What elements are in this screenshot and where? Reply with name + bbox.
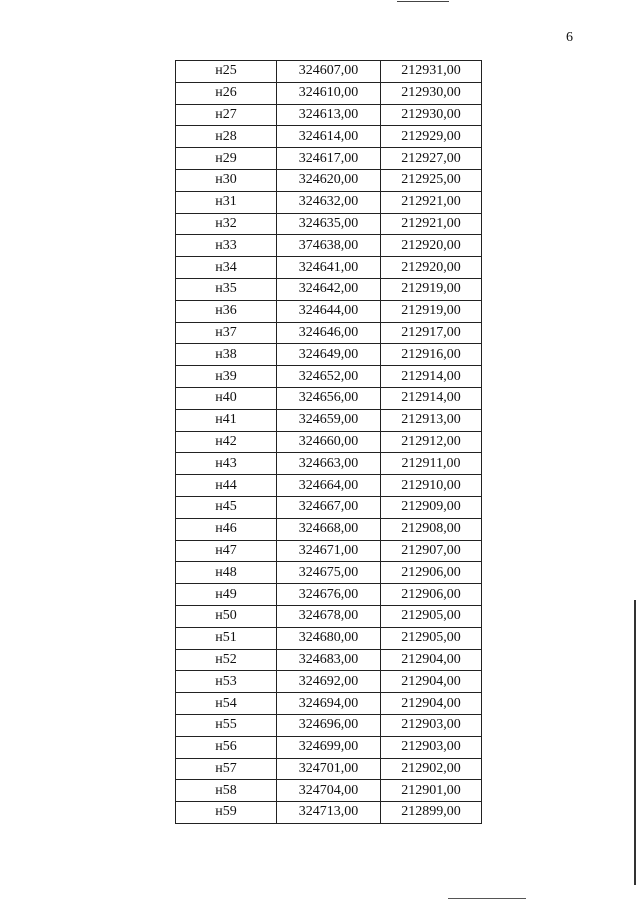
table-row [176,540,482,562]
bottom-rule [448,898,526,899]
y-coordinate-cell: 212914,00 [381,387,482,409]
table-row [176,518,482,540]
x-coordinate-cell: 324632,00 [277,191,381,213]
y-coordinate-cell: 212909,00 [381,496,482,518]
table-row [176,387,482,409]
x-coordinate-cell: 324663,00 [277,453,381,475]
point-number-cell: н25 [176,61,277,83]
y-coordinate-cell: 212903,00 [381,736,482,758]
y-coordinate-cell: 212929,00 [381,126,482,148]
x-coordinate-cell: 324692,00 [277,671,381,693]
y-coordinate-cell: 212901,00 [381,780,482,802]
table-row [176,191,482,213]
x-coordinate-cell: 324607,00 [277,61,381,83]
x-coordinate-cell: 324664,00 [277,475,381,497]
point-number-cell: н46 [176,518,277,540]
table-row [176,758,482,780]
x-coordinate-cell: 324696,00 [277,714,381,736]
y-coordinate-cell: 212904,00 [381,671,482,693]
x-coordinate-cell: 324644,00 [277,300,381,322]
y-coordinate-cell: 212925,00 [381,169,482,191]
y-coordinate-cell: 212913,00 [381,409,482,431]
x-coordinate-cell: 324699,00 [277,736,381,758]
point-number-cell: н52 [176,649,277,671]
table-row [176,82,482,104]
page-number: 6 [566,30,573,45]
y-coordinate-cell: 212911,00 [381,453,482,475]
y-coordinate-cell: 212907,00 [381,540,482,562]
y-coordinate-cell: 212917,00 [381,322,482,344]
point-number-cell: н35 [176,278,277,300]
y-coordinate-cell: 212904,00 [381,693,482,715]
table-row [176,714,482,736]
table-row [176,366,482,388]
x-coordinate-cell: 324610,00 [277,82,381,104]
point-number-cell: н58 [176,780,277,802]
y-coordinate-cell: 212903,00 [381,714,482,736]
y-coordinate-cell: 212916,00 [381,344,482,366]
table-row [176,257,482,279]
x-coordinate-cell: 324704,00 [277,780,381,802]
x-coordinate-cell: 324713,00 [277,802,381,824]
y-coordinate-cell: 212931,00 [381,61,482,83]
x-coordinate-cell: 324667,00 [277,496,381,518]
table-row [176,584,482,606]
point-number-cell: н56 [176,736,277,758]
table-row [176,278,482,300]
point-number-cell: н38 [176,344,277,366]
table-row [176,562,482,584]
x-coordinate-cell: 374638,00 [277,235,381,257]
x-coordinate-cell: 324694,00 [277,693,381,715]
x-coordinate-cell: 324641,00 [277,257,381,279]
coordinates-table [175,60,482,824]
point-number-cell: н27 [176,104,277,126]
point-number-cell: н33 [176,235,277,257]
point-number-cell: н44 [176,475,277,497]
table-row [176,213,482,235]
table-row [176,61,482,83]
point-number-cell: н53 [176,671,277,693]
x-coordinate-cell: 324659,00 [277,409,381,431]
point-number-cell: н51 [176,627,277,649]
x-coordinate-cell: 324678,00 [277,605,381,627]
page-edge-line [634,600,636,885]
table-row [176,169,482,191]
table-row [176,322,482,344]
x-coordinate-cell: 324635,00 [277,213,381,235]
point-number-cell: н28 [176,126,277,148]
point-number-cell: н57 [176,758,277,780]
point-number-cell: н43 [176,453,277,475]
table-row [176,780,482,802]
table-row [176,605,482,627]
table-row [176,148,482,170]
x-coordinate-cell: 324668,00 [277,518,381,540]
x-coordinate-cell: 324656,00 [277,387,381,409]
x-coordinate-cell: 324620,00 [277,169,381,191]
y-coordinate-cell: 212905,00 [381,605,482,627]
y-coordinate-cell: 212906,00 [381,584,482,606]
y-coordinate-cell: 212919,00 [381,300,482,322]
table-row [176,802,482,824]
y-coordinate-cell: 212927,00 [381,148,482,170]
table-row [176,649,482,671]
point-number-cell: н32 [176,213,277,235]
x-coordinate-cell: 324671,00 [277,540,381,562]
y-coordinate-cell: 212921,00 [381,213,482,235]
point-number-cell: н45 [176,496,277,518]
x-coordinate-cell: 324660,00 [277,431,381,453]
point-number-cell: н55 [176,714,277,736]
y-coordinate-cell: 212930,00 [381,82,482,104]
table-row [176,627,482,649]
x-coordinate-cell: 324675,00 [277,562,381,584]
point-number-cell: н42 [176,431,277,453]
table-row [176,235,482,257]
y-coordinate-cell: 212930,00 [381,104,482,126]
point-number-cell: н40 [176,387,277,409]
y-coordinate-cell: 212910,00 [381,475,482,497]
table-row [176,104,482,126]
point-number-cell: н59 [176,802,277,824]
table-row [176,431,482,453]
y-coordinate-cell: 212920,00 [381,257,482,279]
x-coordinate-cell: 324613,00 [277,104,381,126]
point-number-cell: н34 [176,257,277,279]
point-number-cell: н26 [176,82,277,104]
x-coordinate-cell: 324649,00 [277,344,381,366]
point-number-cell: н31 [176,191,277,213]
point-number-cell: н29 [176,148,277,170]
y-coordinate-cell: 212906,00 [381,562,482,584]
point-number-cell: н48 [176,562,277,584]
y-coordinate-cell: 212908,00 [381,518,482,540]
point-number-cell: н37 [176,322,277,344]
y-coordinate-cell: 212919,00 [381,278,482,300]
y-coordinate-cell: 212904,00 [381,649,482,671]
table-row [176,126,482,148]
point-number-cell: н54 [176,693,277,715]
x-coordinate-cell: 324676,00 [277,584,381,606]
y-coordinate-cell: 212902,00 [381,758,482,780]
table-row [176,475,482,497]
x-coordinate-cell: 324642,00 [277,278,381,300]
y-coordinate-cell: 212905,00 [381,627,482,649]
x-coordinate-cell: 324683,00 [277,649,381,671]
x-coordinate-cell: 324646,00 [277,322,381,344]
y-coordinate-cell: 212920,00 [381,235,482,257]
table-row [176,409,482,431]
y-coordinate-cell: 212914,00 [381,366,482,388]
table-row [176,344,482,366]
x-coordinate-cell: 324652,00 [277,366,381,388]
y-coordinate-cell: 212912,00 [381,431,482,453]
point-number-cell: н47 [176,540,277,562]
table-row [176,453,482,475]
point-number-cell: н50 [176,605,277,627]
table-row [176,496,482,518]
coordinates-table-body [176,61,482,824]
x-coordinate-cell: 324701,00 [277,758,381,780]
table-row [176,736,482,758]
table-row [176,693,482,715]
table-row [176,300,482,322]
y-coordinate-cell: 212899,00 [381,802,482,824]
point-number-cell: н41 [176,409,277,431]
point-number-cell: н36 [176,300,277,322]
top-rule [397,1,449,2]
x-coordinate-cell: 324680,00 [277,627,381,649]
x-coordinate-cell: 324617,00 [277,148,381,170]
x-coordinate-cell: 324614,00 [277,126,381,148]
y-coordinate-cell: 212921,00 [381,191,482,213]
point-number-cell: н30 [176,169,277,191]
table-row [176,671,482,693]
point-number-cell: н49 [176,584,277,606]
point-number-cell: н39 [176,366,277,388]
